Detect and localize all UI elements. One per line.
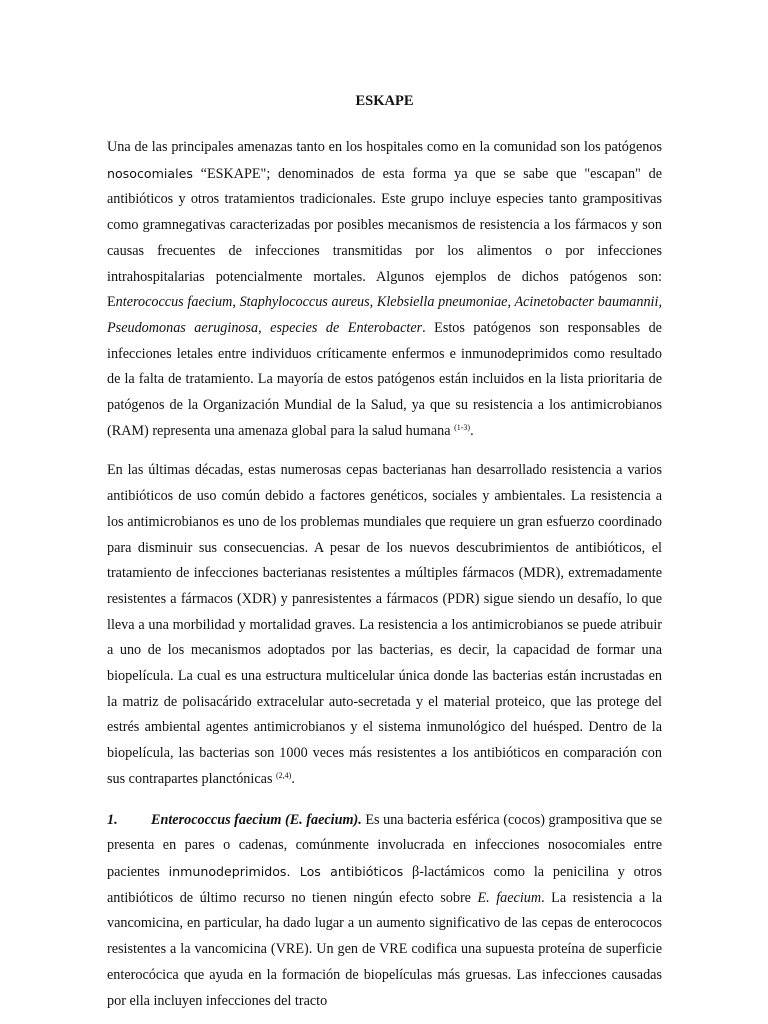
text-run: . Estos patógenos son responsables de infecciones letales entre individuos críticamente enfermos e inmunodeprimidos como resultado de la falta de tratamiento. La mayoría de estos patógenos están incluidos en la lista prioritaria de patógenos de la Organización Mundial de la Salud, ya que su resistencia a los antimicrobianos (RAM) representa una amenaza global para la salud humana bbox=[107, 319, 662, 439]
paragraph-resistance bbox=[107, 458, 662, 792]
text-run-sans: inmunodeprimidos. Los antibióticos bbox=[168, 863, 404, 879]
text-run-nosocomiales: nosocomiales bbox=[107, 165, 193, 181]
text-run: . bbox=[291, 770, 295, 787]
species-list: nterococcus faecium, Staphylococcus aureus, Klebsiella pneumoniae, Acinetobacter baumannii, Pseudomonas aeruginosa, especies de Enterobacter bbox=[107, 294, 662, 336]
citation-ref: (2,4) bbox=[276, 770, 292, 780]
paragraph-intro bbox=[107, 135, 662, 444]
document-title: ESKAPE bbox=[355, 93, 414, 109]
paragraph-enterococcus bbox=[107, 808, 662, 1015]
text-run: β-lactámicos como la penicilina y otros antibióticos de último recurso no tienen ningún efecto sobre bbox=[107, 863, 663, 906]
text-run: Es una bacteria esférica (cocos) grampositiva que se presenta en pares o cadenas, comúnmente involucrada en infecciones nosocomiales entre pacientes bbox=[107, 811, 663, 880]
text-run: . La resistencia a la vancomicina, en particular, ha dado lugar a un aumento significativo de las cepas de enterococos resistentes a la vancomicina (VRE). Un gen de VRE codifica una supuesta proteína de superficie enterocócica que ayuda en la formación de biopelículas más gruesas. Las infecciones causadas por ella incluyen infecciones del tracto bbox=[107, 889, 663, 1009]
text-run: En las últimas décadas, estas numerosas cepas bacterianas han desarrollado resistencia a varios antibióticos de uso común debido a factores genéticos, sociales y ambientales. La resistencia a los antimicrobianos es uno de los problemas mundiales que requiere un gran esfuerzo coordinado para disminuir sus consecuencias. A pesar de los nuevos descubrimientos de antibióticos, el tratamiento de infecciones bacterianas resistentes a múltiples fármacos (MDR), extremadamente resistentes a fármacos (XDR) y panresistentes a fármacos (PDR) sigue siendo un desafío, lo que lleva a una morbilidad y mortalidad graves. La resistencia a los antimicrobianos se puede atribuir a uno de los mecanismos adoptados por las bacterias, es decir, la capacidad de formar una biopelícula. La cual es una estructura multicelular única donde las bacterias están incrustadas en la matriz de polisacárido extracelular auto-secretada y el material proteico, que las protege del estrés ambiental agentes antimicrobianos y el sistema inmunológico del huésped. Dentro de la biopelícula, las bacterias son 1000 veces más resistentes a los antibióticos en comparación con sus contrapartes planctónicas bbox=[107, 462, 662, 787]
section-heading: Enterococcus faecium (E. faecium). bbox=[151, 811, 362, 828]
text-run: “ESKAPE"; denominados de esta forma ya que se sabe que "escapan" de antibióticos y otros tratamientos tradicionales. Este grupo incluye especies tanto grampositivas como gramnegativas caracterizadas por posibles mecanismos de resistencia a los fármacos y son causas frecuentes de infecciones transmitidas por los alimentos o por infecciones intrahospitalarias potencialmente mortales. Algunos ejemplos de dichos patógenos son: E bbox=[107, 165, 662, 311]
text-run: Una de las principales amenazas tanto en los hospitales como en la comunidad son los patógenos bbox=[107, 139, 662, 155]
text-run: . bbox=[470, 422, 474, 439]
species-name: E. faecium bbox=[477, 889, 542, 906]
citation-ref: (1-3) bbox=[454, 422, 471, 432]
list-number: 1. bbox=[107, 811, 118, 828]
